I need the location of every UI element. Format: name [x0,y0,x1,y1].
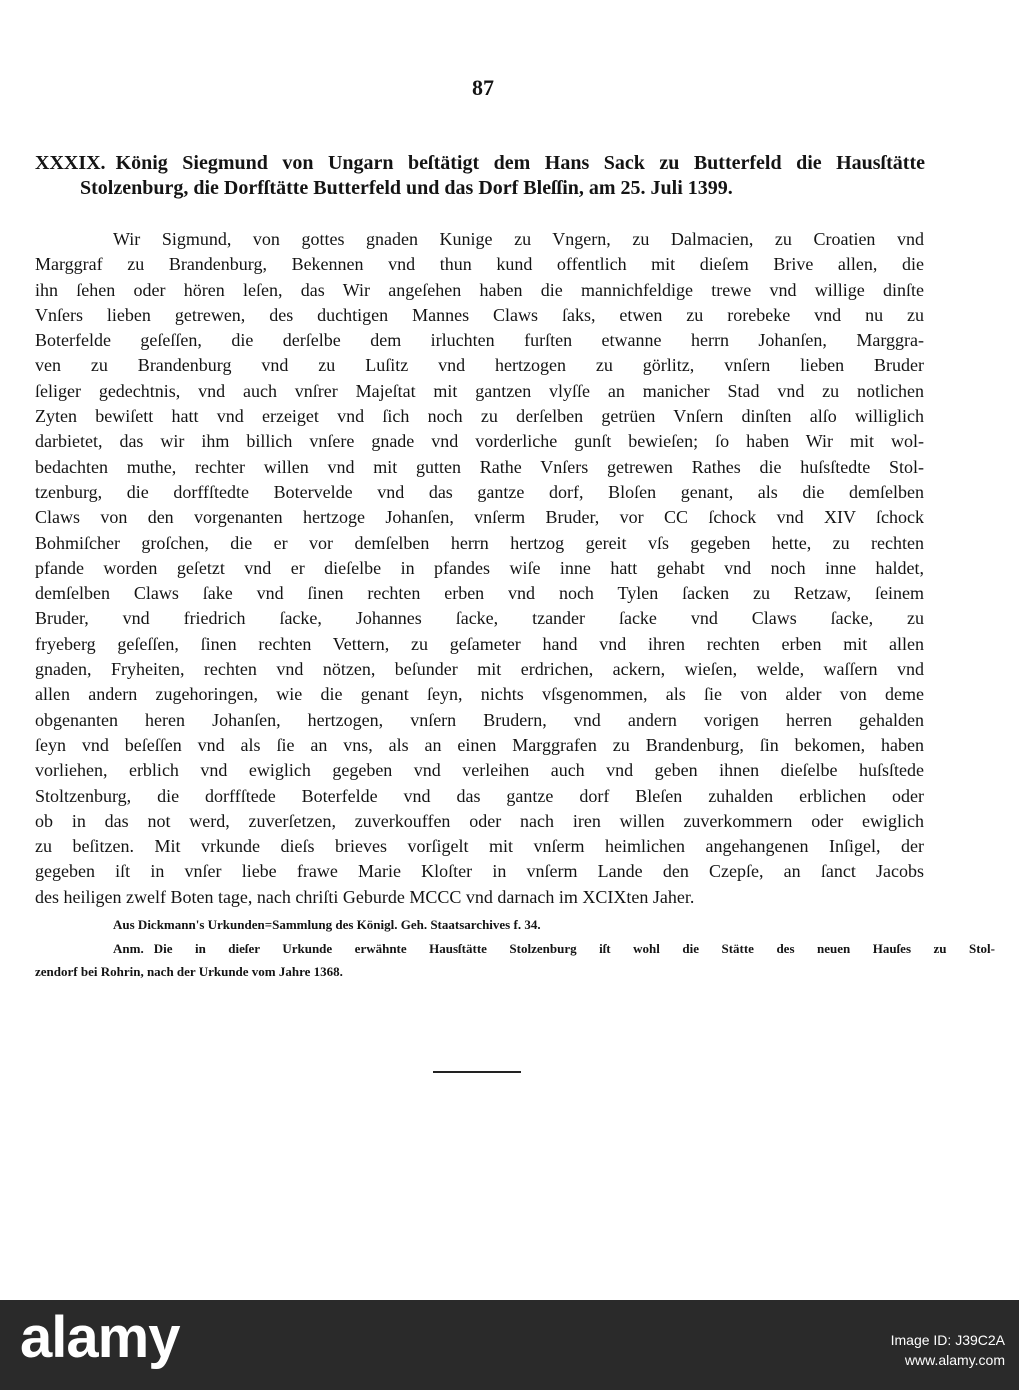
annotation-line-1: Die in dieſer Urkunde erwähnte Hausſtätte Stolzenburg iſt wohl die Stätte des neuen Hauſes zu Stol- [153,941,995,956]
body-line: allen andern zugehoringen, wie die genant ſeyn, nichts vſsgenommen, als ſie von alder von deme [35,684,924,705]
watermark-image-id: Image ID: J39C2A [890,1332,1005,1348]
document-number: XXXIX. [35,152,106,174]
document-heading [35,150,925,176]
body-line: Boterfelde geſeſſen, die derſelbe dem irluchten furſten etwanne herrn Johanſen, Marggra- [35,330,924,351]
annotation [113,940,995,958]
body-line: zu beſitzen. Mit vrkunde dieſs brieves vorſigelt mit vnſerm heimlichen angehangenen Inſigel, der [35,836,924,857]
body-line: ihn ſehen oder hören leſen, das Wir angeſehen haben die mannichfeldige trewe vnd willige dinſte [35,279,924,300]
body-line: darbietet, das wir ihm billich vnſere gnade vnd vorderliche gunſt bewieſen; ſo haben Wir mit wol- [35,431,924,452]
body-line: Claws von den vorgenanten hertzoge Johanſen, vnſerm Bruder, vor CC ſchock vnd XIV ſchock [35,507,924,528]
body-line: Vnſers lieben getrewen, des duchtigen Mannes Claws ſaks, etwen zu rorebeke vnd nu zu [35,304,924,325]
body-line: obgenanten heren Johanſen, hertzogen, vnſern Brudern, vnd andern vorigen herren gehalden [35,709,924,730]
page-number: 87 [472,75,494,100]
body-line: pfande worden geſetzt vnd er dieſelbe in pfandes wiſe inne hatt gehabt vnd noch inne haldet, [35,557,924,578]
watermark-url: www.alamy.com [904,1352,1005,1368]
body-line: gnaden, Fryheiten, rechten vnd nötzen, beſunder mit erdrichen, ackern, wieſen, welde, waſſern vnd [35,659,924,680]
body-line: des heiligen zwelf Boten tage, nach chriſti Geburde MCCC vnd darnach im XCIXten Jaher. [35,886,695,907]
annotation-label: Anm. [113,941,144,956]
body-line: Wir Sigmund, von gottes gnaden Kunige zu Vngern, zu Dalmacien, zu Croatien vnd [113,229,924,249]
body-line: Zyten bewiſett hatt vnd erzeiget vnd ſich noch zu derſelben getrüen Vnſern dinſten alſo williglich [35,406,924,427]
body-line: ſeyn vnd beſeſſen vnd als ſie an vns, als an einen Marggrafen zu Brandenburg, ſin bekomen, haben [35,734,924,755]
body-line: demſelben Claws ſake vnd ſinen rechten erben vnd noch Tylen ſacken zu Retzaw, ſeinem [35,583,924,604]
body-line: Bruder, vnd friedrich ſacke, Johannes ſacke, tzander ſacke vnd Claws ſacke, zu [35,608,924,629]
annotation-line-2: zendorf bei Rohrin, nach der Urkunde vom Jahre 1368. [35,964,343,979]
charter-text [35,227,924,910]
source-note: Aus Dickmann's Urkunden=Sammlung des Königl. Geh. Staatsarchives f. 34. [113,917,541,932]
body-line: bedachten muthe, rechter willen vnd mit gutten Rathe Vnſers getrewen Rathes die huſsſtedte Stol- [35,456,924,477]
end-rule [433,1071,521,1073]
watermark-logo: alamy [20,1305,180,1370]
body-line: vorliehen, erblich vnd ewiglich gegeben vnd verleihen auch vnd geben ihnen dieſelbe huſsſtede [35,760,924,781]
body-line: ven zu Brandenburg vnd zu Luſitz vnd hertzogen zu görlitz, vnſern lieben Bruder [35,355,924,376]
body-line: ob in das not werd, zuverſetzen, zuverkouffen oder nach iren willen zuverkommern oder ewiglich [35,810,924,831]
body-line: ſeliger gedechtnis, vnd auch vnſrer Majeſtat mit gantzen vlyſſe an manicher Stad vnd zu notlichen [35,380,924,401]
body-line: Stoltzenburg, die dorffſtede Boterfelde vnd das gantze dorf Bleſen zuhalden erblichen oder [35,785,924,806]
body-line: gegeben iſt in vnſer liebe frawe Marie Kloſter in vnſerm Lande den Czepſe, an ſanct Jacobs [35,861,924,882]
heading-line-1: König Siegmund von Ungarn beſtätigt dem Hans Sack zu Butterfeld die Hausſtätte [115,152,925,174]
body-line: Bohmiſcher groſchen, die er vor demſelben herrn hertzog gereit vſs gegeben hette, zu rechten [35,532,924,553]
body-line: fryeberg geſeſſen, ſinen rechten Vettern, zu geſameter hand vnd ihren rechten erben mit allen [35,633,924,654]
body-line: tzenburg, die dorffſtedte Botervelde vnd das gantze dorf, Bloſen genant, als die demſelben [35,481,924,502]
heading-line-2: Stolzenburg, die Dorfſtätte Butterfeld und das Dorf Bleſſin, am 25. Juli 1399. [80,177,733,199]
body-line: Marggraf zu Brandenburg, Bekennen vnd thun kund offentlich mit dieſem Brive allen, die [35,254,924,275]
